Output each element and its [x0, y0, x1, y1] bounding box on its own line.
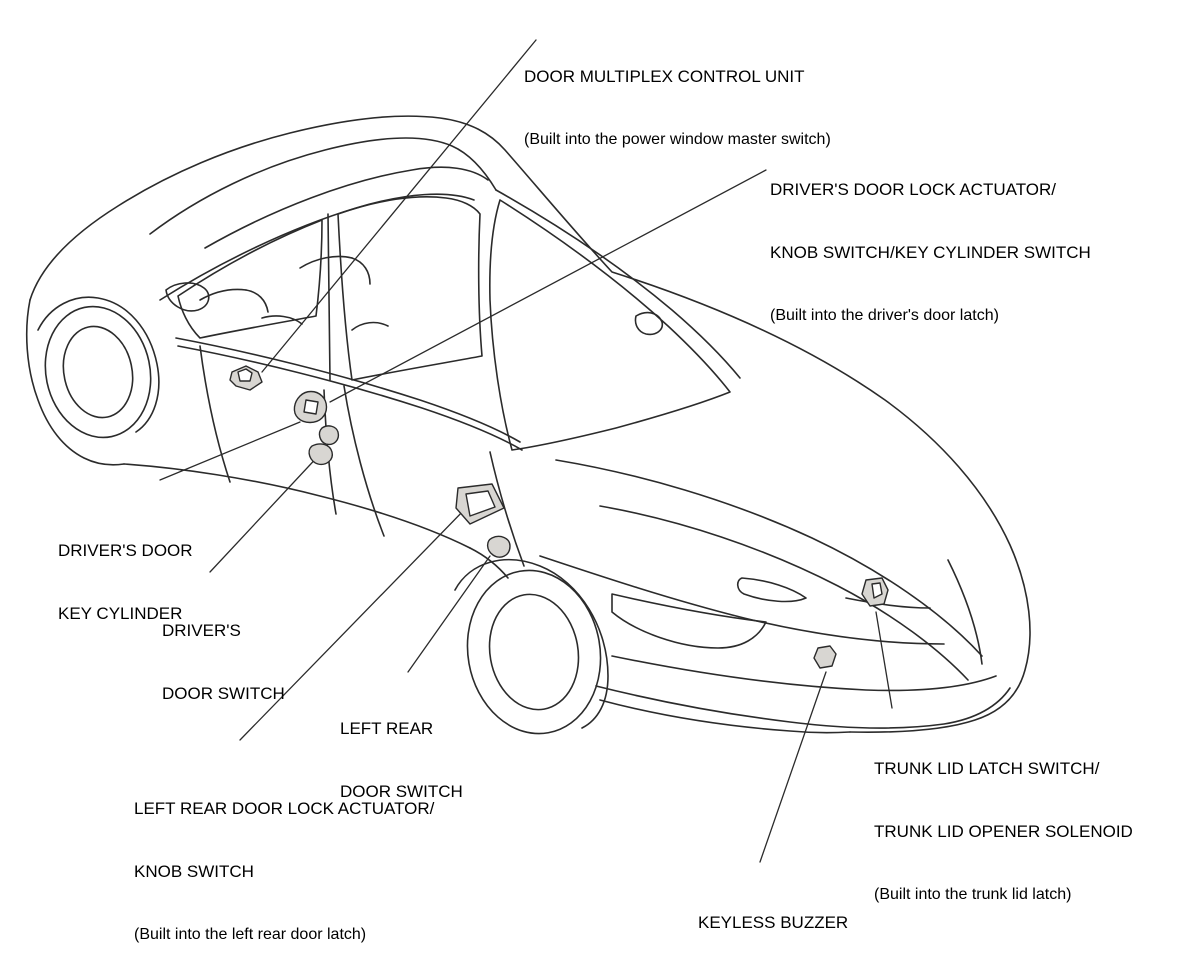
callout-line-2: DOOR SWITCH [340, 782, 463, 801]
callout-note: (Built into the driver's door latch) [770, 307, 999, 324]
callout-drivers-door-lock-actuator [770, 137, 1091, 368]
callout-line-2: KNOB SWITCH [134, 862, 254, 881]
callout-line-2: DOOR SWITCH [162, 684, 285, 703]
callout-line-1: TRUNK LID LATCH SWITCH/ [874, 759, 1100, 778]
callout-line-2: KEY CYLINDER [58, 604, 183, 623]
callout-line-1: LEFT REAR DOOR LOCK ACTUATOR/ [134, 799, 435, 818]
callout-line-1: KEYLESS BUZZER [698, 913, 849, 932]
callout-line-2: KNOB SWITCH/KEY CYLINDER SWITCH [770, 243, 1091, 262]
callout-note: (Built into the trunk lid latch) [874, 886, 1072, 903]
callout-keyless-buzzer [698, 870, 848, 953]
callout-left-rear-door-lock-actuator [134, 756, 434, 953]
callout-line-1: DOOR MULTIPLEX CONTROL UNIT [524, 67, 805, 86]
callout-line-1: LEFT REAR [340, 719, 434, 738]
callout-drivers-door-switch [162, 578, 285, 746]
callout-note: (Built into the power window master switch) [524, 131, 831, 148]
callout-line-2: TRUNK LID OPENER SOLENOID [874, 822, 1133, 841]
callout-note: (Built into the left rear door latch) [134, 926, 367, 943]
callout-trunk-lid-latch-switch [874, 716, 1133, 947]
callout-line-1: DRIVER'S DOOR [58, 541, 193, 560]
callout-line-1: DRIVER'S DOOR LOCK ACTUATOR/ [770, 180, 1056, 199]
callout-line-1: DRIVER'S [162, 621, 241, 640]
